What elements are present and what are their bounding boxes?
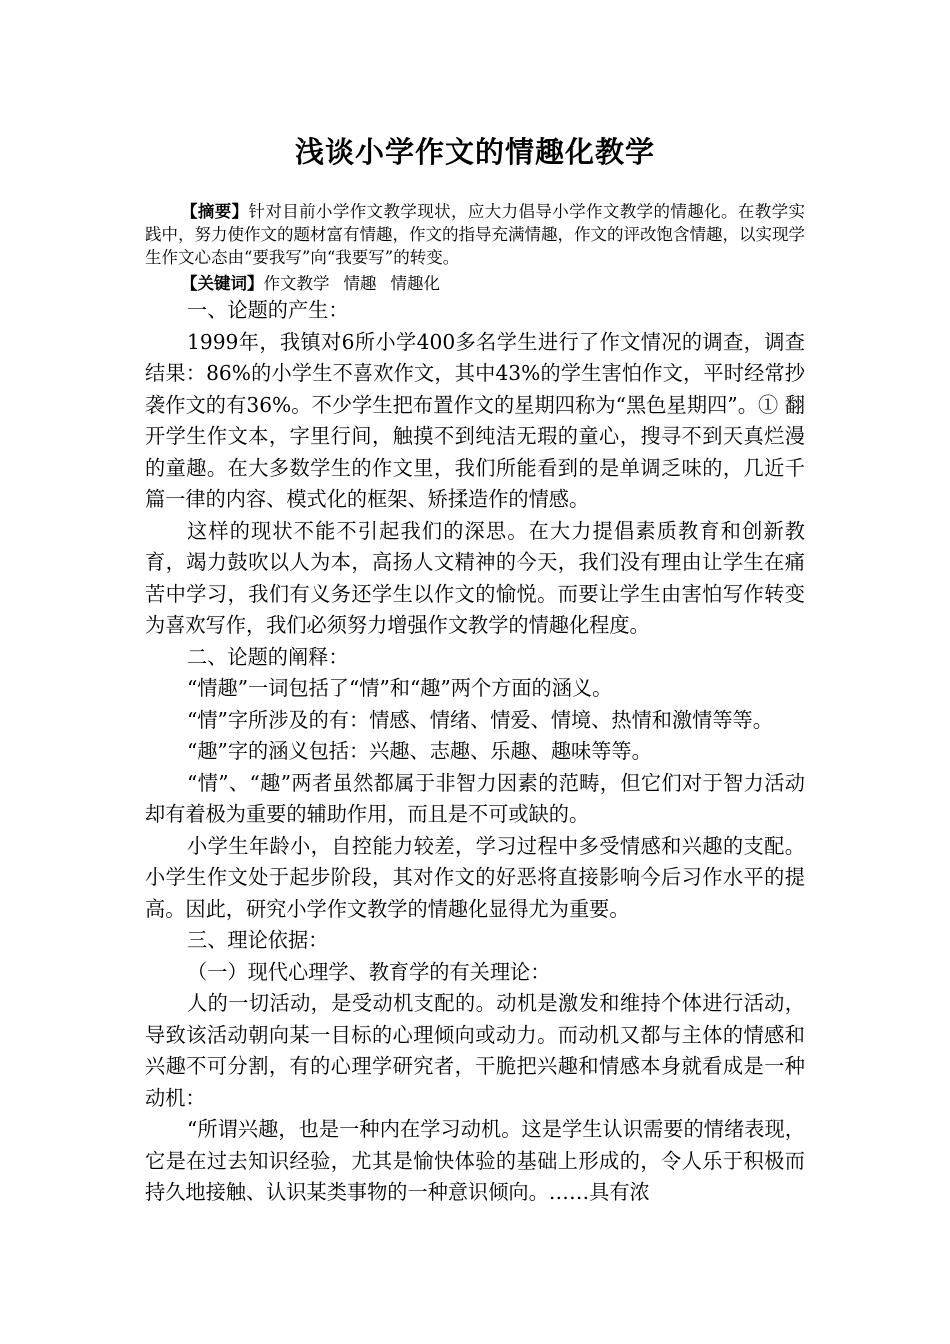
abstract-label: 【摘要】 xyxy=(181,202,249,221)
keywords xyxy=(145,272,805,295)
abstract xyxy=(145,200,805,269)
abstract-text: 针对目前小学作文教学现状，应大力倡导小学作文教学的情趣化。在教学实践中，努力使作文的题材富有情趣，作文的指导充满情趣，作文的评改饱含情趣，以实现学生作文心态由“要我写”向“我要写”的转变。 xyxy=(145,202,805,267)
paragraph: “趣”字的涵义包括：兴趣、志趣、乐趣、趣味等等。 xyxy=(187,739,652,763)
paragraph: “情趣”一词包括了“情”和“趣”两个方面的涵义。 xyxy=(187,676,613,700)
paragraph: “所谓兴趣，也是一种内在学习动机。这是学生认识需要的情绪表现，它是在过去知识经验，尤其是愉快体验的基础上形成的，令人乐于积极而持久地接触、认识某类事物的一种意识倾向。……具有浓 xyxy=(145,1117,805,1204)
document-title: 浅谈小学作文的情趣化教学 xyxy=(294,135,655,169)
keyword: 情趣化 xyxy=(390,274,440,293)
paragraph: 这样的现状不能不引起我们的深思。在大力提倡素质教育和创新教育，竭力鼓吹以人为本，高扬人文精神的今天，我们没有理由让学生在痛苦中学习，我们有义务还学生以作文的愉悦。而要让学生由害怕写作转变为喜欢写作，我们必须努力增强作文教学的情趣化程度。 xyxy=(145,518,805,637)
document-body xyxy=(145,295,805,1209)
keyword: 作文教学 xyxy=(263,274,330,293)
keyword: 情趣 xyxy=(343,274,377,293)
subsection-heading: （一）现代心理学、教育学的有关理论： xyxy=(187,959,551,984)
section-heading-1: 一、论题的产生： xyxy=(187,298,349,322)
keywords-label: 【关键词】 xyxy=(181,274,264,293)
paragraph: “情”字所涉及的有：情感、情绪、情爱、情境、热情和激情等等。 xyxy=(187,707,773,732)
paragraph: “情”、“趣”两者虽然都属于非智力因素的范畴，但它们对于智力活动却有着极为重要的辅助作用，而且是不可或缺的。 xyxy=(145,770,805,826)
paragraph: 人的一切活动，是受动机支配的。动机是激发和维持个体进行活动，导致该活动朝向某一目标的心理倾向或动力。而动机又都与主体的情感和兴趣不可分割，有的心理学研究者，干脆把兴趣和情感本身就看成是一种动机： xyxy=(145,991,805,1110)
section-heading-3: 三、理论依据： xyxy=(187,928,329,952)
section-heading-2: 二、论题的阐释： xyxy=(187,644,349,669)
paragraph: 小学生年龄小，自控能力较差，学习过程中多受情感和兴趣的支配。小学生作文处于起步阶段，其对作文的好恶将直接影响今后习作水平的提高。因此，研究小学作文教学的情趣化显得尤为重要。 xyxy=(145,833,805,921)
paragraph: 1999年，我镇对6所小学400多名学生进行了作文情况的调查，调查结果：86%的小学生不喜欢作文，其中43%的学生害怕作文，平时经常抄袭作文的有36%。不少学生把布置作文的星期四称为“黑色星期四”。① 翻开学生作文本，字里行间，触摸不到纯洁无瑕的童心，搜寻不到天真烂漫的童趣。在大多数学生的作文里，我们所能看到的是单调乏味的，几近千篇一律的内容、模式化的框架、矫揉造作的情感。 xyxy=(145,329,805,511)
